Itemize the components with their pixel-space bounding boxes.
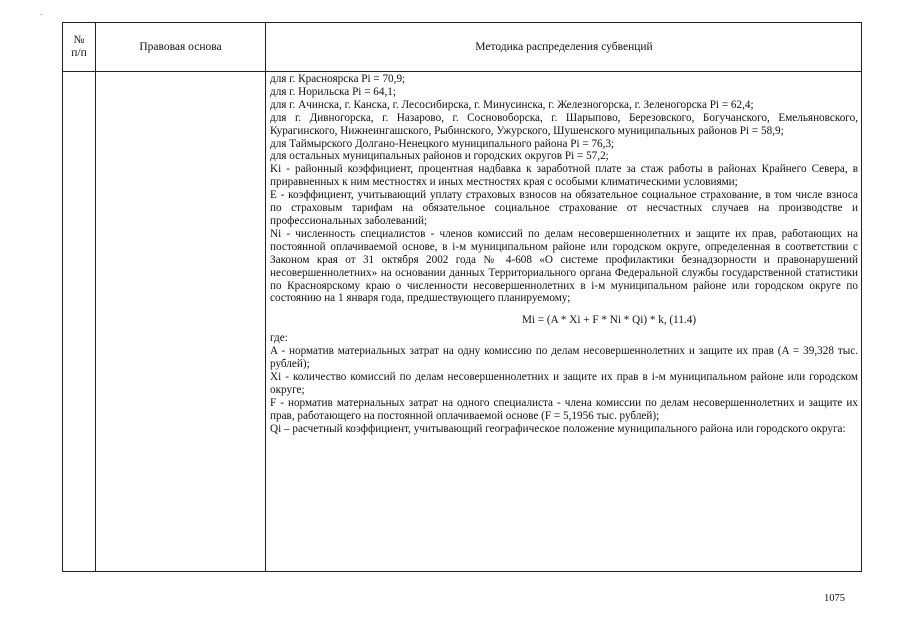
paragraph-f-definition: F - норматив материальных затрат на одного специалиста - члена комиссии по делам несовершеннолетних и защите их прав, работающего на постоянной оплачиваемой основе (F = 5,1956 тыс. рублей); <box>270 396 858 422</box>
header-number-cell <box>63 23 95 71</box>
methodology-text <box>270 73 858 435</box>
table-header-row <box>63 23 861 72</box>
paragraph-ni-definition: Ni - численность специалистов - членов комиссий по делам несовершеннолетних и защите их прав, работающих на постоянной оплачиваемой основе, в i-м муниципальном районе или городском округе, определенная в соответствии с Законом края от 31 октября 2002 года № 4-608 «О системе профилактики безнадзорности и правонарушений несовершеннолетних» на основании данных Территориального органа Федеральной службы государственной статистики по Красноярскому краю о численности несовершеннолетних в i-м муниципальном районе или городском округе по состоянию на 1 января года, предшествующего планируемому; <box>270 227 858 305</box>
column-divider-2 <box>265 23 266 571</box>
header-methodology: Методика распределения субвенций <box>475 40 653 53</box>
page-number: 1075 <box>824 593 845 604</box>
document-table <box>62 22 862 572</box>
formula-11-4: Mi = (A * Xi + F * Ni * Qi) * k, (11.4) <box>521 314 697 327</box>
header-legal-basis: Правовая основа <box>139 40 222 53</box>
paragraph-krasnoyarsk: для г. Красноярска Pi = 70,9; <box>270 73 406 85</box>
margin-mark: - <box>40 10 43 19</box>
paragraph-qi-definition: Qi – расчетный коэффициент, учитывающий географическое положение муниципального района или городского округа: <box>270 422 846 435</box>
paragraph-e-definition: E - коэффициент, учитывающий уплату страховых взносов на обязательное социальное страхование, в том числе взноса по страховым тарифам на обязательное социальное страхование от несчастных случаев на производстве и профессиональных заболеваний; <box>270 189 858 227</box>
paragraph-xi-definition: Xi - количество комиссий по делам несовершеннолетних и защите их прав в i-м муниципальном районе или городском округе; <box>270 370 858 396</box>
paragraph-where: где: <box>270 332 288 345</box>
paragraph-other-districts: для остальных муниципальных районов и городских округов Pi = 57,2; <box>270 150 609 163</box>
column-divider-1 <box>95 23 96 571</box>
paragraph-a-definition: A - норматив материальных затрат на одну комиссию по делам несовершеннолетних и защите их прав (A = 39,328 тыс. рублей); <box>270 345 858 371</box>
paragraph-taimyr: для Таймырского Долгано-Ненецкого муниципального района Pi = 76,3; <box>270 137 615 150</box>
paragraph-norilsk: для г. Норильска Pi = 64,1; <box>270 85 396 98</box>
header-number-sign: № <box>73 34 85 46</box>
paragraph-achinsk-group: для г. Ачинска, г. Канска, г. Лесосибирска, г. Минусинска, г. Железногорска, г. Зеленогорска Pi = 62,4; <box>270 98 754 111</box>
header-number-abbr: п/п <box>71 47 87 59</box>
paragraph-ki-definition: Ki - районный коэффициент, процентная надбавка к заработной плате за стаж работы в районах Крайнего Севера, в приравненных к ним местностях и иных местностях края с особыми климатическими условиями; <box>270 163 858 189</box>
paragraph-divnogorsk-group: для г. Дивногорска, г. Назарово, г. Сосновоборска, г. Шарыпово, Березовского, Богучанского, Емельяновского, Курагинского, Нижнеингашского, Рыбинского, Ужурского, Шушенского муниципальных районов Pi = 58,9; <box>270 111 858 137</box>
